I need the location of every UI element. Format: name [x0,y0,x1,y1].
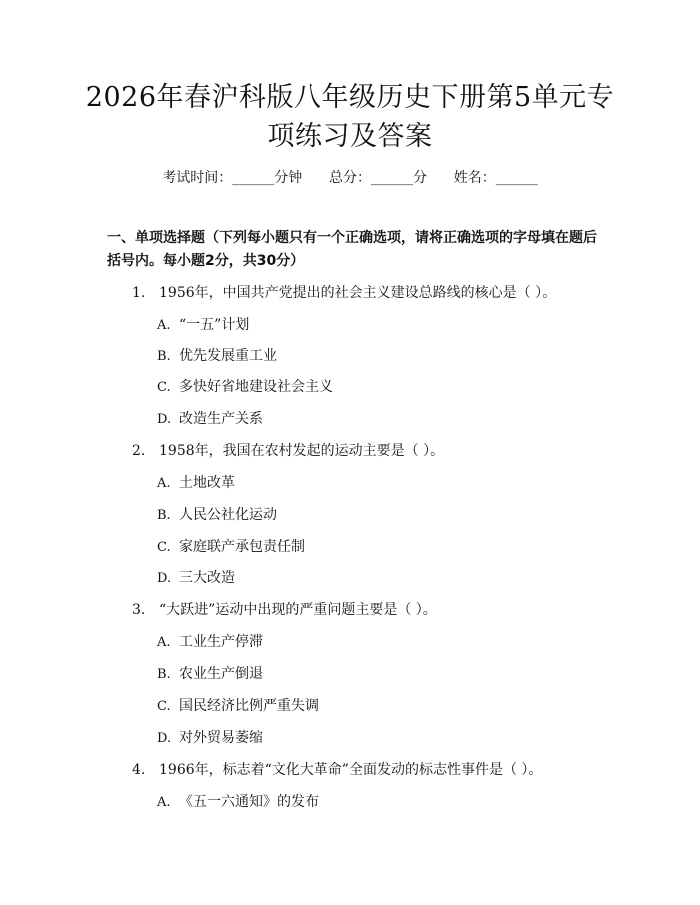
question-2 [132,441,444,461]
option-1d [157,409,263,430]
option-letter: A. [157,318,171,333]
question-text: “大跃进”运动中出现的严重问题主要是（ ）。 [159,602,437,618]
option-text: 三大改造 [179,570,235,586]
option-3b [157,664,263,685]
question-number: 3. [132,602,146,618]
option-letter: B. [157,667,171,682]
title-line-2: 项练习及答案 [267,121,433,152]
option-2c [157,537,305,558]
section-heading: 一、单项选择题（下列每小题只有一个正确选项，请将正确选项的字母填在题后括号内。每小题2分，共30分） [107,230,597,269]
option-text: 国民经济比例严重失调 [179,698,319,714]
question-number: 2. [132,443,146,459]
question-text: 1958年，我国在农村发起的运动主要是（ ）。 [159,443,445,459]
option-letter: D. [157,571,172,586]
option-1a [157,315,249,336]
option-text: 改造生产关系 [179,411,263,427]
document-title [60,78,640,156]
option-1b [157,346,277,367]
option-text: 《五一六通知》的发布 [179,794,319,810]
question-3 [132,600,437,620]
option-letter: B. [157,508,171,523]
option-text: 农业生产倒退 [179,666,263,682]
option-text: 多快好省地建设社会主义 [179,379,333,395]
option-letter: D. [157,731,172,746]
question-text: 1966年，标志着“文化大革命”全面发动的标志性事件是（ ）。 [159,762,543,778]
option-text: 土地改革 [179,475,235,491]
option-3a [157,632,263,653]
option-letter: A. [157,795,171,810]
option-letter: D. [157,412,172,427]
option-letter: A. [157,635,171,650]
option-text: 工业生产停滞 [179,634,263,650]
option-letter: C. [157,540,171,555]
option-4a [157,792,319,813]
option-text: 人民公社化运动 [179,507,277,523]
question-number: 1. [132,285,146,301]
question-text: 1956年，中国共产党提出的社会主义建设总路线的核心是（ ）。 [159,285,557,301]
option-3c [157,696,319,717]
option-letter: B. [157,349,171,364]
option-text: 家庭联产承包责任制 [179,539,305,555]
option-text: 对外贸易萎缩 [179,730,263,746]
question-4 [132,760,542,780]
exam-info-line: 考试时间：______分钟 总分：______分 姓名：______ [162,170,538,186]
title-line-1: 2026年春沪科版八年级历史下册第5单元专 [85,82,615,113]
option-letter: C. [157,699,171,714]
option-letter: A. [157,476,171,491]
question-1 [132,283,556,303]
option-text: “一五”计划 [179,317,250,333]
option-letter: C. [157,380,171,395]
option-2a [157,473,235,494]
option-2b [157,505,277,526]
question-number: 4. [132,762,146,778]
option-3d [157,728,263,749]
option-1c [157,377,333,398]
option-2d [157,568,235,589]
option-text: 优先发展重工业 [179,348,277,364]
